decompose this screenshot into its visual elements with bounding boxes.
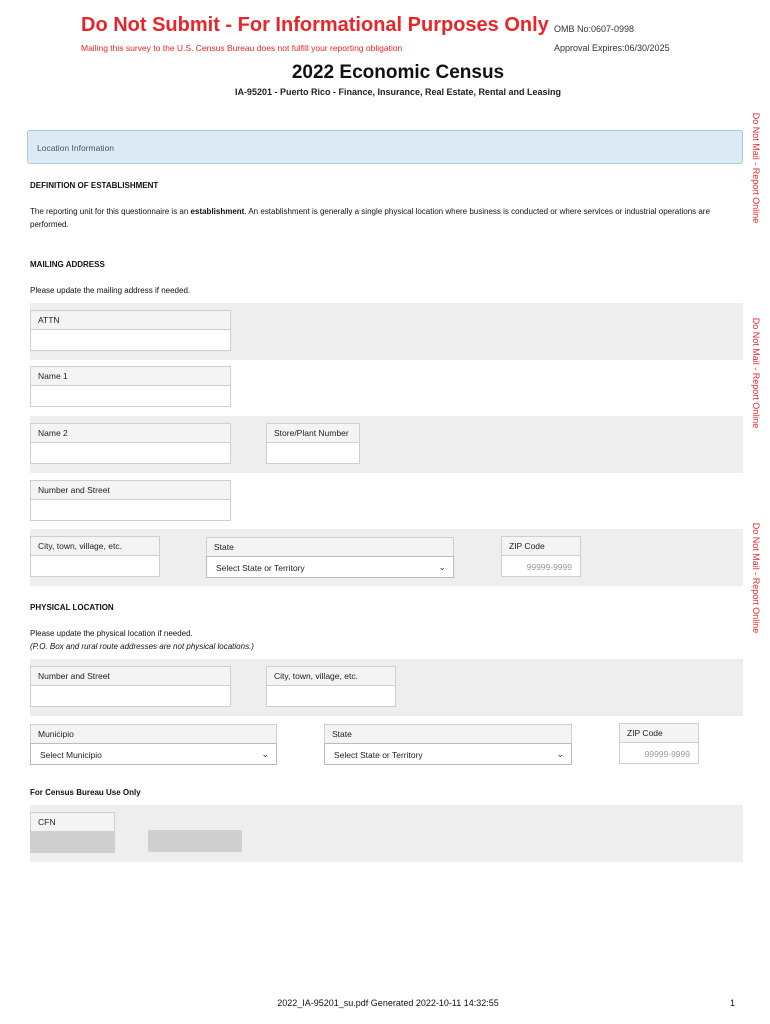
- physical-instruction: Please update the physical location if needed.: [30, 629, 193, 638]
- municipio-select[interactable]: [30, 743, 277, 765]
- physical-state-select[interactable]: [324, 743, 572, 765]
- side-note-middle: Do Not Mail - Report Online: [751, 317, 761, 429]
- physical-city-label: City, town, village, etc.: [266, 666, 396, 685]
- mailing-street-label: Number and Street: [30, 480, 231, 499]
- store-plant-input[interactable]: [266, 442, 360, 464]
- definition-text-end: . An establishment is generally a single physical location where business is conducted or where services or industrial operations are performed.: [30, 207, 710, 229]
- document-title: 2022 Economic Census: [291, 62, 505, 83]
- physical-note-text: (P.O. Box and rural route addresses are not physical locations.): [30, 642, 254, 651]
- mailing-instruction: Please update the mailing address if needed.: [30, 286, 191, 295]
- municipio-value: Select Municipio: [40, 750, 102, 760]
- physical-street-field: [30, 666, 231, 707]
- physical-zip-label: ZIP Code: [619, 723, 699, 742]
- document-subtitle: IA-95201 - Puerto Rico - Finance, Insurance, Real Estate, Rental and Leasing: [234, 87, 562, 97]
- name1-field: [30, 366, 231, 407]
- definition-heading: DEFINITION OF ESTABLISHMENT: [30, 181, 159, 190]
- physical-street-label: Number and Street: [30, 666, 231, 685]
- page-number: 1: [730, 998, 736, 1008]
- municipio-field: [30, 724, 277, 765]
- physical-state-label: State: [324, 724, 572, 743]
- physical-state-value: Select State or Territory: [334, 750, 423, 760]
- mailing-city-input[interactable]: [30, 555, 160, 577]
- attn-label: ATTN: [30, 310, 231, 329]
- physical-zip-field: [619, 723, 699, 764]
- mailing-state-field: [206, 537, 454, 578]
- approval-expiration: Approval Expires:06/30/2025: [554, 43, 670, 53]
- mailing-city-label: City, town, village, etc.: [30, 536, 160, 555]
- side-note-top: Do Not Mail - Report Online: [751, 112, 761, 224]
- name2-label: Name 2: [30, 423, 231, 442]
- name1-input[interactable]: [30, 385, 231, 407]
- cfn-row: [30, 805, 743, 862]
- store-plant-field: [266, 423, 360, 464]
- attn-field: [30, 310, 231, 351]
- location-information-banner: [27, 130, 743, 164]
- mailing-state-label: State: [206, 537, 454, 556]
- cfn-input: [30, 831, 115, 853]
- mailing-zip-field: [501, 536, 581, 577]
- definition-text: [30, 205, 730, 231]
- attn-input[interactable]: [30, 329, 231, 351]
- physical-location-heading: PHYSICAL LOCATION: [30, 603, 114, 612]
- location-information-label: Location Information: [37, 143, 115, 153]
- mailing-zip-label: ZIP Code: [501, 536, 581, 555]
- physical-note: [30, 640, 254, 653]
- physical-street-input[interactable]: [30, 685, 231, 707]
- mailing-street-input[interactable]: [30, 499, 231, 521]
- mailing-zip-input[interactable]: 99999-9999: [501, 555, 581, 577]
- physical-state-field: [324, 724, 572, 765]
- name2-field: [30, 423, 231, 464]
- physical-zip-input[interactable]: 99999-9999: [619, 742, 699, 764]
- census-use-heading: For Census Bureau Use Only: [30, 788, 141, 797]
- definition-text-start: The reporting unit for this questionnaire is an: [30, 207, 191, 216]
- footer-filename: 2022_IA-95201_su.pdf Generated 2022-10-11 14:32:55: [277, 998, 499, 1008]
- cfn-label: CFN: [30, 812, 115, 831]
- omb-number: OMB No:0607-0998: [554, 24, 635, 34]
- chevron-down-icon: ⌄: [556, 749, 564, 759]
- store-plant-label: Store/Plant Number: [266, 423, 360, 442]
- chevron-down-icon: ⌄: [438, 562, 446, 572]
- warning-title: Do Not Submit - For Informational Purposes Only: [81, 14, 549, 36]
- mailing-address-heading: MAILING ADDRESS: [30, 260, 105, 269]
- chevron-down-icon: ⌄: [261, 749, 269, 759]
- warning-subtitle: Mailing this survey to the U.S. Census Bureau does not fulfill your reporting obligation: [81, 43, 403, 53]
- mailing-city-field: [30, 536, 160, 577]
- physical-city-field: [266, 666, 396, 707]
- mailing-state-select[interactable]: [206, 556, 454, 578]
- mailing-street-field: [30, 480, 231, 521]
- mailing-state-value: Select State or Territory: [216, 563, 305, 573]
- name2-input[interactable]: [30, 442, 231, 464]
- municipio-label: Municipio: [30, 724, 277, 743]
- cfn-secondary-box: [148, 830, 242, 852]
- cfn-field: [30, 812, 115, 853]
- definition-term: establishment: [190, 207, 245, 216]
- name1-label: Name 1: [30, 366, 231, 385]
- physical-city-input[interactable]: [266, 685, 396, 707]
- side-note-bottom: Do Not Mail - Report Online: [751, 522, 761, 634]
